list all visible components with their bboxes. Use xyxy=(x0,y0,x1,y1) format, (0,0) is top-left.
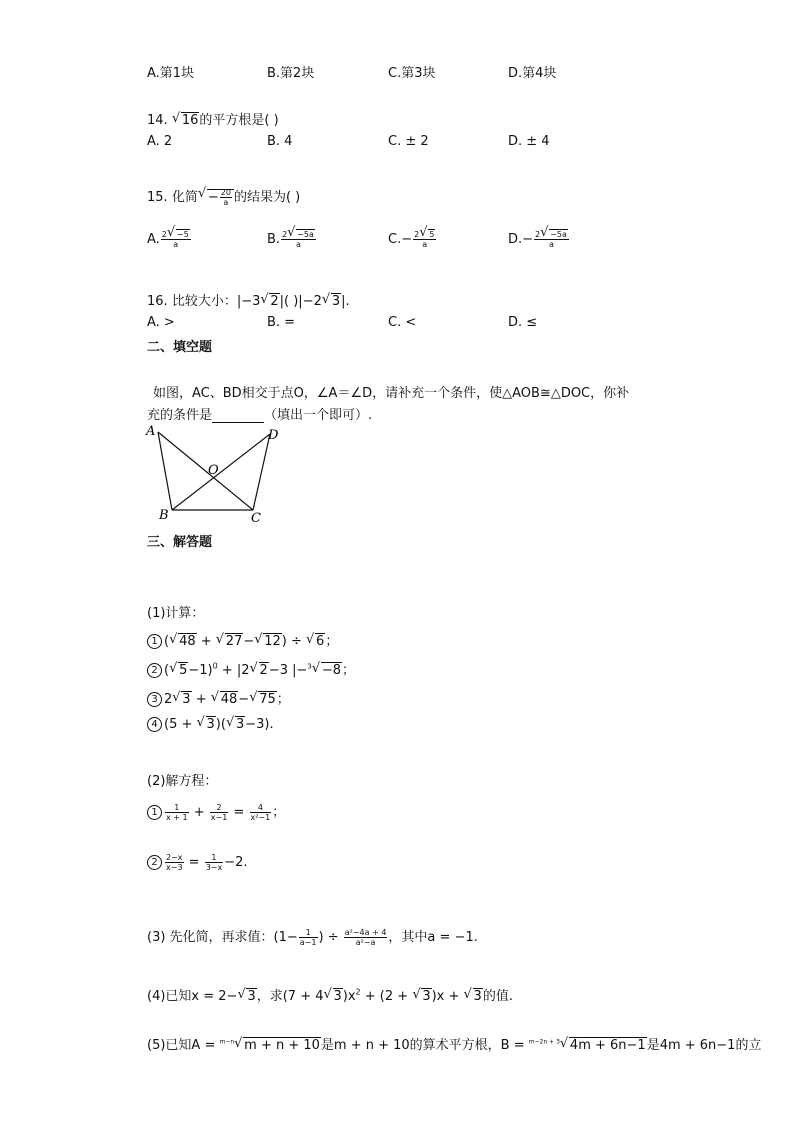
problem-5: (5)已知A = $^{m-n}$√ m + n + 10是m + n + 10的算术平方根，B = $^{m-2n + 3}$√ 4m + 6n−1是4m + 6n−1的立 xyxy=(147,1034,761,1053)
label-o: O xyxy=(208,463,219,478)
section-solution-title: 三、解答题 xyxy=(147,535,213,550)
item-marker: 1 xyxy=(147,634,162,649)
problem-1-item-3: 3 2√ 3 + √ 48−√ 75； xyxy=(147,688,290,707)
question-number: 14. xyxy=(147,113,168,128)
q13-option-a: A.第1块 xyxy=(147,66,195,81)
problem-2-title: (2)解方程： xyxy=(147,774,218,789)
q15-option-c: C.− $\frac{2√ 5}{a}$ xyxy=(388,230,437,249)
problem-1-title: (1)计算： xyxy=(147,606,205,621)
q15-option-a: A. $\frac{2√ -5}{a}$ xyxy=(147,230,192,249)
question-number: 15. xyxy=(147,190,168,205)
q16-option-a: A. > xyxy=(147,315,175,330)
question-16: 16. 比较大小：|−3√ 2|( )|−2√ 3|. xyxy=(147,290,350,309)
sqrt-expression: √ − $\frac{20}{a}$ xyxy=(199,188,234,207)
problem-3: (3) 先化简，再求值：(1− $\frac{1}{a-1}$ ) ÷ $\frac{\text{a²−4a + 4}}{\text{a²−a}}$ ，其中a = −1. xyxy=(147,928,478,947)
q14-option-b: B. 4 xyxy=(267,134,293,149)
q16-option-b: B. = xyxy=(267,315,296,330)
q14-option-d: D. ± 4 xyxy=(508,134,550,149)
label-a: A xyxy=(146,424,156,439)
problem-4: (4)已知x = 2−√ 3，求(7 + 4√ $3)x^2 + (2$ + √ 3)x + √ 3的值. xyxy=(147,985,513,1004)
segment-ab xyxy=(158,432,172,510)
q13-option-b: B.第2块 xyxy=(267,66,315,81)
q16-option-c: C. < xyxy=(388,315,417,330)
question-15 xyxy=(147,186,300,207)
q14-option-c: C. ± 2 xyxy=(388,134,429,149)
segment-ac xyxy=(158,432,253,510)
q15-option-b: B. $\frac{2√ -5a}{a}$ xyxy=(267,230,317,249)
problem-1-item-4: 4 (5 + √ 3)(√ 3−3). xyxy=(147,717,274,732)
question-text: 的结果为( ) xyxy=(233,190,301,205)
problem-2-equation-1: 1 $\frac{1}{x + 1}$ + $\frac{2}{x-1}$ = $\frac{4}{\text{x²−1}}$ ； xyxy=(147,801,285,822)
label-b: B xyxy=(159,508,169,523)
item-marker: 2 xyxy=(147,855,162,870)
q14-option-a: A. 2 xyxy=(147,134,173,149)
sqrt-expression: √ 2 xyxy=(261,294,279,309)
item-marker: 3 xyxy=(147,692,162,707)
problem-1-item-1: 1 (√ 48 + √ 27−√ 12) ÷ √ 6； xyxy=(147,630,338,649)
geometry-figure xyxy=(140,422,290,526)
question-14 xyxy=(147,109,279,128)
q15-option-d: D.− $\frac{2√ -5a}{a}$ xyxy=(508,230,570,249)
sqrt-expression: √ 3 xyxy=(323,294,341,309)
section-fill-in-title: 二、填空题 xyxy=(147,340,213,355)
label-d: D xyxy=(268,428,279,443)
fill-question-line-2: 充的条件是 （填出一个即可）. xyxy=(147,408,373,423)
q16-option-d: D. ≤ xyxy=(508,315,538,330)
question-number: 16. xyxy=(147,294,168,309)
fraction: $\frac{20}{a}$ xyxy=(220,188,231,207)
problem-1-item-2: 2 (√ 5−1)$^0$ + |2√ 2−3 |−$^3$√ −8； xyxy=(147,659,355,678)
fill-question-line-1: 如图，AC、BD相交于点O，∠A＝∠D，请补充一个条件，使△AOB≅△DOC，你补 xyxy=(153,386,630,401)
problem-2-equation-2: 2 $\frac{2-x}{x-3}$ = $\frac{1}{3-x}$ −2. xyxy=(147,853,248,872)
q13-option-c: C.第3块 xyxy=(388,66,436,81)
item-marker: 2 xyxy=(147,663,162,678)
question-text: 的平方根是( ) xyxy=(199,113,279,128)
item-marker: 1 xyxy=(147,805,162,820)
sqrt-expression: √ 16 xyxy=(173,113,200,128)
q13-option-d: D.第4块 xyxy=(508,66,557,81)
question-lead: 化简 xyxy=(171,190,198,205)
label-c: C xyxy=(251,511,261,526)
item-marker: 4 xyxy=(147,717,162,732)
